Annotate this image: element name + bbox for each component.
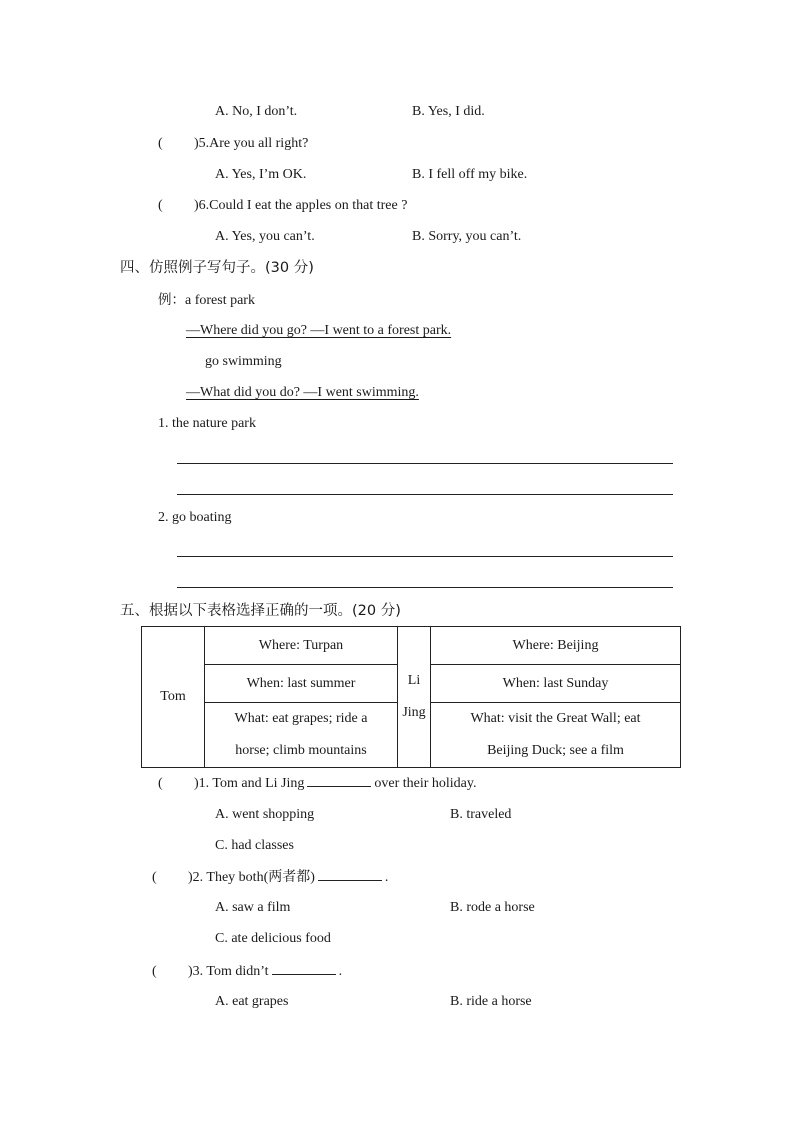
q6-option-a: A. Yes, you can’t. <box>215 229 315 244</box>
s5-q2-option-b: B. rode a horse <box>450 900 535 915</box>
tom-what-cell <box>205 703 398 768</box>
s5-q2-option-c: C. ate delicious food <box>215 931 331 946</box>
lijing-name-line1: Li <box>407 673 421 688</box>
example-item: a forest park <box>185 293 255 308</box>
lijing-what-cell <box>431 703 681 768</box>
section5-title: 五、根据以下表格选择正确的一项。(20 分) <box>120 603 401 619</box>
answer-bracket: ( <box>152 964 157 979</box>
s5-q2-option-a: A. saw a film <box>215 900 291 915</box>
tom-what-line2: horse; climb mountains <box>235 743 367 758</box>
example-sentence-2: —What did you do? —I went swimming. <box>186 385 419 400</box>
holiday-table <box>141 626 681 768</box>
section4-item-1: 1. the nature park <box>158 416 256 431</box>
s5-q1-option-c: C. had classes <box>215 838 294 853</box>
answer-bracket: ( <box>158 136 163 151</box>
lijing-when-cell: When: last Sunday <box>431 665 681 703</box>
example-item-2: go swimming <box>205 354 282 369</box>
s5-q3-text-end: . <box>338 964 343 979</box>
q5-option-a: A. Yes, I’m OK. <box>215 167 307 182</box>
s5-q2-text: )2. They both(两者都) <box>188 870 315 885</box>
lijing-where-cell: Where: Beijing <box>431 627 681 665</box>
q4-option-a: A. No, I don’t. <box>215 104 298 119</box>
lijing-name-line2: Jing <box>402 705 426 720</box>
example-sentence: —Where did you go? —I went to a forest park. <box>186 323 452 338</box>
s5-q1-text-end: over their holiday. <box>374 776 477 791</box>
s5-q2-text-end: . <box>384 870 389 885</box>
q6-text: )6.Could I eat the apples on that tree ? <box>194 198 408 213</box>
fill-in-blank[interactable] <box>307 774 371 787</box>
example-label: 例： <box>158 292 185 308</box>
s5-q3-option-a: A. eat grapes <box>215 994 289 1009</box>
lijing-what-line2: Beijing Duck; see a film <box>487 743 624 758</box>
answer-bracket: ( <box>158 198 163 213</box>
tom-name-cell: Tom <box>142 627 205 768</box>
section4-title: 四、仿照例子写句子。(30 分) <box>120 260 314 276</box>
s5-q3-text: )3. Tom didn’t <box>188 964 269 979</box>
s5-q1-option-a: A. went shopping <box>215 807 315 822</box>
s5-q3-option-b: B. ride a horse <box>450 994 532 1009</box>
tom-when-cell: When: last summer <box>205 665 398 703</box>
example-row <box>158 291 255 310</box>
q5-option-b: B. I fell off my bike. <box>412 167 528 182</box>
lijing-name-cell <box>398 627 431 768</box>
fill-in-blank[interactable] <box>318 868 382 881</box>
lijing-what-line1: What: visit the Great Wall; eat <box>470 711 641 726</box>
answer-bracket: ( <box>152 870 157 885</box>
answer-line[interactable] <box>177 587 673 588</box>
answer-line[interactable] <box>177 556 673 557</box>
s5-q2-question <box>152 868 388 887</box>
section4-item-2: 2. go boating <box>158 510 232 525</box>
q4-option-b: B. Yes, I did. <box>412 104 485 119</box>
q6-question <box>158 197 407 215</box>
tom-where-cell: Where: Turpan <box>205 627 398 665</box>
s5-q3-question <box>152 962 342 981</box>
q6-option-b: B. Sorry, you can’t. <box>412 229 522 244</box>
fill-in-blank[interactable] <box>272 962 336 975</box>
answer-line[interactable] <box>177 494 673 495</box>
s5-q1-question <box>158 774 477 793</box>
q5-text: )5.Are you all right? <box>194 136 309 151</box>
answer-bracket: ( <box>158 776 163 791</box>
tom-what-line1: What: eat grapes; ride a <box>234 711 368 726</box>
answer-line[interactable] <box>177 463 673 464</box>
s5-q1-option-b: B. traveled <box>450 807 512 822</box>
s5-q1-text: )1. Tom and Li Jing <box>194 776 305 791</box>
q5-question <box>158 135 308 153</box>
